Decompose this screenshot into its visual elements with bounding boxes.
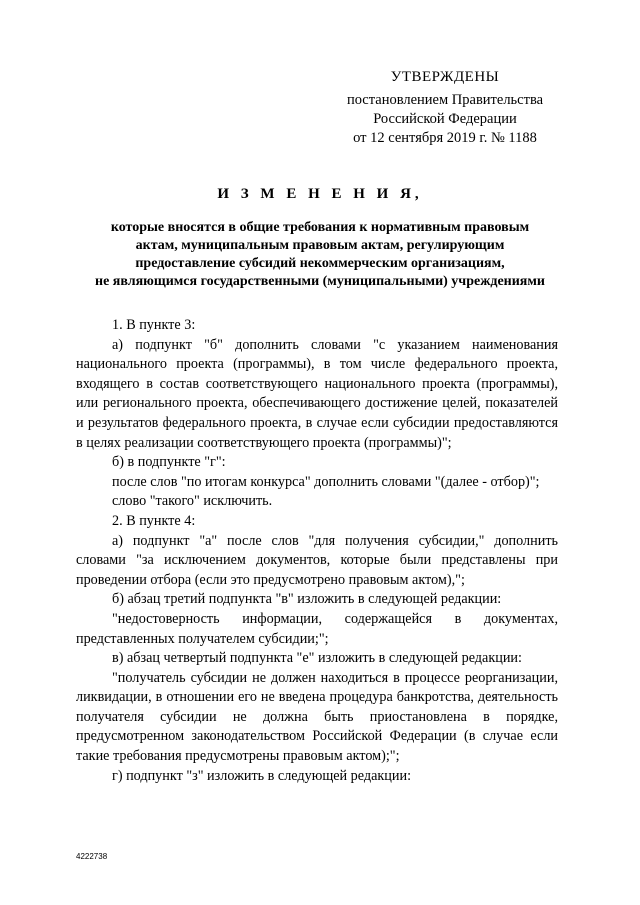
document-number: 4222738	[76, 852, 108, 861]
paragraph: слово "такого" исключить.	[112, 493, 273, 510]
subtitle-line: не являющимся государственными (муниципальными) учреждениями	[95, 274, 545, 289]
approval-date-number: от 12 сентября 2019 г. № 1188	[353, 130, 537, 146]
paragraph: после слов "по итогам конкурса" дополнить словами "(далее - отбор)";	[112, 473, 540, 490]
paragraph: "получатель субсидии не должен находиться в процессе реорганизации, ликвидации, в отношении его не введена процедура банкротства, деятельность получателя субсидии не должна быть приостановлена в порядке, предусмотренном законодательством Российской Федерации (в случае если такие требования предусмотрены правовым актом);";	[76, 669, 558, 765]
document-subtitle	[72, 219, 568, 291]
paragraph: г) подпункт "з" изложить в следующей редакции:	[112, 767, 412, 784]
approval-block	[340, 68, 550, 148]
paragraph: в) абзац четвертый подпункта "е" изложить в следующей редакции:	[112, 650, 522, 667]
document-body	[76, 316, 558, 786]
subtitle-line: которые вносятся в общие требования к нормативным правовым	[110, 220, 530, 235]
paragraph: "недостоверность информации, содержащейся в документах, представленных получателем субсидии;";	[76, 610, 558, 647]
paragraph: а) подпункт "б" дополнить словами "с указанием наименования национального проекта (программы), в том числе федерального проекта, входящего в состав соответствующего национального проекта (программы), или регионального проекта, обеспечивающего достижение целей, показателей и результатов федерального проекта, в случае если субсидии предоставляются в целях реализации соответствующего проекта (программы)";	[76, 336, 558, 451]
approval-title: УТВЕРЖДЕНЫ	[390, 69, 500, 85]
approval-line: Российской Федерации	[373, 111, 517, 127]
approval-line: постановлением Правительства	[346, 92, 544, 108]
subtitle-line: актам, муниципальным правовым актам, регулирующим	[135, 238, 505, 253]
document-title: И З М Е Н Е Н И Я,	[217, 186, 423, 202]
paragraph: б) абзац третий подпункта "в" изложить в следующей редакции:	[112, 591, 502, 608]
paragraph: 1. В пункте 3:	[112, 317, 196, 333]
subtitle-line: предоставление субсидий некоммерческим организациям,	[135, 256, 505, 271]
paragraph: б) в подпункте "г":	[112, 454, 226, 471]
paragraph: 2. В пункте 4:	[112, 512, 196, 529]
paragraph: а) подпункт "а" после слов "для получения субсидии," дополнить словами "за исключением документов, которые были представлены при проведении отбора (если это предусмотрено правовым актом),";	[76, 532, 558, 588]
